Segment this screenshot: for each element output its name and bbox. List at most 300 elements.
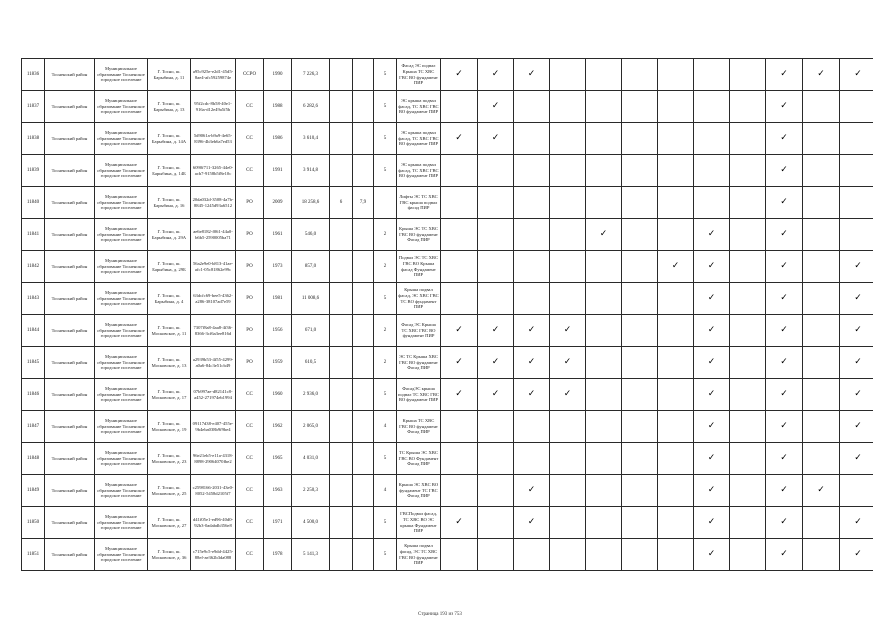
empty-check-cell [803,91,840,123]
empty-check-cell [478,251,514,283]
checkmark-icon: ✓ [766,315,803,347]
district-cell: Тосненский район [45,443,95,475]
floors-cell: 2 [374,315,397,347]
checkmark-icon: ✓ [586,219,622,251]
municipality-cell: Муниципальное образование Тосненское городское поселение [95,379,148,411]
works-list-cell: Крыша ЭС ТС ХВС ГВС ВО фундамент Фасад ПИР [397,219,441,251]
extra-cell [353,475,374,507]
wall-material-cell: СС [236,443,264,475]
guid-cell: 56a2e9e0-b813-41ae-afc1-05c81862e99c [191,251,236,283]
floors-cell: 5 [374,379,397,411]
empty-check-cell [514,443,550,475]
checkmark-icon: ✓ [694,475,730,507]
empty-check-cell [586,443,622,475]
empty-check-cell [550,187,586,219]
checkmark-icon: ✓ [694,443,730,475]
floors-cell: 5 [374,507,397,539]
empty-check-cell [730,155,766,187]
floors-cell: 4 [374,475,397,507]
checkmark-icon: ✓ [441,507,478,539]
empty-check-cell [622,347,658,379]
extra-cell [353,59,374,91]
empty-check-cell [840,91,873,123]
empty-check-cell [803,155,840,187]
address-cell: Г. Тосно, ш. Московское, д. 13 [148,347,191,379]
extra-cell [353,283,374,315]
table-row [22,155,873,187]
empty-check-cell [622,91,658,123]
wall-material-cell: СС [236,411,264,443]
checkmark-icon: ✓ [766,411,803,443]
guid-cell: ae6e8182-f061-44a0-b6b5-2590005ba71 [191,219,236,251]
address-cell: Г. Тосно, ш. Барыбина, д. 14А [148,123,191,155]
row-number: 11841 [22,219,45,251]
area-cell: 11 008,6 [292,283,330,315]
empty-check-cell [622,59,658,91]
empty-check-cell [441,187,478,219]
wall-material-cell: СС [236,91,264,123]
row-number: 11846 [22,379,45,411]
empty-check-cell [658,379,694,411]
area-cell: 4 500,0 [292,507,330,539]
elevators-cell [330,507,353,539]
district-cell: Тосненский район [45,187,95,219]
district-cell: Тосненский район [45,59,95,91]
empty-check-cell [586,475,622,507]
empty-check-cell [622,411,658,443]
municipality-cell: Муниципальное образование Тосненское городское поселение [95,539,148,571]
extra-cell [353,155,374,187]
checkmark-icon: ✓ [840,379,873,411]
floors-cell: 5 [374,123,397,155]
extra-cell [353,347,374,379]
elevators-cell [330,347,353,379]
address-cell: Г. Тосно, ш. Московское, д. 25 [148,475,191,507]
elevators-cell: 6 [330,187,353,219]
year-cell: 1961 [264,219,292,251]
empty-check-cell [550,443,586,475]
empty-check-cell [658,539,694,571]
extra-cell [353,219,374,251]
year-cell: 1978 [264,539,292,571]
empty-check-cell [478,443,514,475]
empty-check-cell [441,91,478,123]
empty-check-cell [694,187,730,219]
district-cell: Тосненский район [45,283,95,315]
address-cell: Г. Тосно, ш. Барыбина, д. 11 [148,59,191,91]
guid-cell: 96e21eb5-e11a-4318-8898-29064070fbe2 [191,443,236,475]
empty-check-cell [803,539,840,571]
empty-check-cell [514,219,550,251]
table-row [22,91,873,123]
empty-check-cell [441,443,478,475]
elevators-cell [330,379,353,411]
district-cell: Тосненский район [45,539,95,571]
address-cell: Г. Тосно, ш. Барыбина, д. 13 [148,91,191,123]
guid-cell: 20da032d-3508-4a7b-8845-1245d93a6512 [191,187,236,219]
row-number: 11848 [22,443,45,475]
wall-material-cell: РО [236,187,264,219]
empty-check-cell [840,123,873,155]
checkmark-icon: ✓ [694,411,730,443]
guid-cell: c715e9c5-e9dd-4425-88ef-ae362b3da088 [191,539,236,571]
works-list-cell: ЭС крыша подвал фасад, ТС ХВС ГВС ВО фундамент ПИР [397,91,441,123]
checkmark-icon: ✓ [766,539,803,571]
checkmark-icon: ✓ [694,539,730,571]
empty-check-cell [586,411,622,443]
page-footer: Страница 193 из 753 [418,612,462,617]
empty-check-cell [730,411,766,443]
checkmark-icon: ✓ [478,315,514,347]
municipality-cell: Муниципальное образование Тосненское городское поселение [95,187,148,219]
checkmark-icon: ✓ [766,219,803,251]
row-number: 11851 [22,539,45,571]
area-cell: 3 610,4 [292,123,330,155]
wall-material-cell: РО [236,283,264,315]
municipality-cell: Муниципальное образование Тосненское городское поселение [95,283,148,315]
guid-cell: a95c925e-e2d1-45d5-8ae4-afc59259874e [191,59,236,91]
checkmark-icon: ✓ [694,283,730,315]
row-number: 11847 [22,411,45,443]
elevators-cell [330,315,353,347]
empty-check-cell [803,283,840,315]
empty-check-cell [803,315,840,347]
empty-check-cell [658,283,694,315]
district-cell: Тосненский район [45,411,95,443]
checkmark-icon: ✓ [766,507,803,539]
guid-cell: 7307f8a8-4aa8-4f36-8366-3cf6a3ee816d [191,315,236,347]
empty-check-cell [803,187,840,219]
checkmark-icon: ✓ [441,315,478,347]
floors-cell: 2 [374,251,397,283]
checkmark-icon: ✓ [840,411,873,443]
checkmark-icon: ✓ [441,123,478,155]
empty-check-cell [478,411,514,443]
table-body [22,59,873,571]
floors-cell: 5 [374,59,397,91]
checkmark-icon: ✓ [840,251,873,283]
row-number: 11843 [22,283,45,315]
checkmark-icon: ✓ [766,283,803,315]
year-cell: 1986 [264,123,292,155]
empty-check-cell [478,219,514,251]
guid-cell: 09117d38-e407-455e-9b4eba038b9f9be4 [191,411,236,443]
area-cell: 7 226,3 [292,59,330,91]
empty-check-cell [658,347,694,379]
floors-cell: 5 [374,155,397,187]
empty-check-cell [586,187,622,219]
checkmark-icon: ✓ [550,379,586,411]
empty-check-cell [658,475,694,507]
empty-check-cell [514,539,550,571]
works-list-cell: Фасад ЭС Крыша ТС ХВС ГВС ВО фундамент ПИР [397,315,441,347]
empty-check-cell [478,475,514,507]
row-number: 11850 [22,507,45,539]
floors-cell: 2 [374,347,397,379]
wall-material-cell: СС [236,539,264,571]
area-cell: 2 250,3 [292,475,330,507]
checkmark-icon: ✓ [766,187,803,219]
municipality-cell: Муниципальное образование Тосненское городское поселение [95,443,148,475]
checkmark-icon: ✓ [694,379,730,411]
extra-cell [353,251,374,283]
empty-check-cell [586,507,622,539]
empty-check-cell [622,283,658,315]
works-list-cell: Фасад ЭС подвал Крыша ТС ХВС ГВС ВО фундамент ПИР [397,59,441,91]
municipality-cell: Муниципальное образование Тосненское городское поселение [95,251,148,283]
empty-check-cell [514,123,550,155]
empty-check-cell [478,539,514,571]
checkmark-icon: ✓ [840,443,873,475]
empty-check-cell [622,251,658,283]
checkmark-icon: ✓ [478,91,514,123]
checkmark-icon: ✓ [766,347,803,379]
wall-material-cell: РО [236,219,264,251]
empty-check-cell [550,283,586,315]
checkmark-icon: ✓ [766,155,803,187]
district-cell: Тосненский район [45,507,95,539]
empty-check-cell [441,283,478,315]
extra-cell [353,123,374,155]
empty-check-cell [586,91,622,123]
address-cell: Г. Тосно, ш. Московское, д. 36 [148,539,191,571]
table-row [22,411,873,443]
empty-check-cell [658,315,694,347]
address-cell: Г. Тосно, ш. Московское, д. 23 [148,443,191,475]
checkmark-icon: ✓ [840,347,873,379]
extra-cell [353,539,374,571]
checkmark-icon: ✓ [514,59,550,91]
row-number: 11844 [22,315,45,347]
checkmark-icon: ✓ [766,91,803,123]
empty-check-cell [803,347,840,379]
checkmark-icon: ✓ [514,347,550,379]
extra-cell: 7,9 [353,187,374,219]
empty-check-cell [441,475,478,507]
extra-cell [353,443,374,475]
works-list-cell: Подвал ЭС ТС ХВС ГВС ВО Крыша фасад Фундамент ПИР [397,251,441,283]
empty-check-cell [840,475,873,507]
empty-check-cell [622,539,658,571]
checkmark-icon: ✓ [694,251,730,283]
address-cell: Г. Тосно, ш. Барыбина, д. 29А [148,219,191,251]
empty-check-cell [658,443,694,475]
year-cell: 1988 [264,91,292,123]
checkmark-icon: ✓ [514,475,550,507]
checkmark-icon: ✓ [803,475,840,507]
area-cell: 546,0 [292,219,330,251]
row-number: 11837 [22,91,45,123]
empty-check-cell [840,155,873,187]
empty-check-cell [514,91,550,123]
row-number: 11839 [22,155,45,187]
guid-cell: a2939b53-4f55-4299-a0a6-84c3e51cb49 [191,347,236,379]
empty-check-cell [803,443,840,475]
empty-check-cell [441,219,478,251]
checkmark-icon: ✓ [766,443,803,475]
district-cell: Тосненский район [45,251,95,283]
area-cell: 2 065,0 [292,411,330,443]
empty-check-cell [550,539,586,571]
empty-check-cell [730,91,766,123]
checkmark-icon: ✓ [550,315,586,347]
empty-check-cell [622,507,658,539]
guid-cell: c2598166-2031-43e0-8052-5458d2105f7 [191,475,236,507]
empty-check-cell [514,251,550,283]
area-cell: 3 914,8 [292,155,330,187]
checkmark-icon: ✓ [478,347,514,379]
address-cell: Г. Тосно, ш. Барыбина, д. 14Б [148,155,191,187]
empty-check-cell [803,123,840,155]
empty-check-cell [622,315,658,347]
empty-check-cell [550,219,586,251]
empty-check-cell [658,507,694,539]
district-cell: Тосненский район [45,123,95,155]
empty-check-cell [840,187,873,219]
extra-cell [353,379,374,411]
empty-check-cell [658,411,694,443]
municipality-cell: Муниципальное образование Тосненское городское поселение [95,507,148,539]
elevators-cell [330,283,353,315]
row-number: 11842 [22,251,45,283]
empty-check-cell [586,347,622,379]
municipality-cell: Муниципальное образование Тосненское городское поселение [95,59,148,91]
municipality-cell: Муниципальное образование Тосненское городское поселение [95,91,148,123]
checkmark-icon: ✓ [694,219,730,251]
guid-cell: d41f05e1-ed96-40d0-92b3-0adabdb356e8 [191,507,236,539]
table-row [22,475,873,507]
wall-material-cell: СС [236,379,264,411]
checkmark-icon: ✓ [840,539,873,571]
empty-check-cell [622,219,658,251]
empty-check-cell [441,539,478,571]
empty-check-cell [478,187,514,219]
empty-check-cell [730,539,766,571]
empty-check-cell [840,219,873,251]
empty-check-cell [694,59,730,91]
guid-cell: 6090f711-3265-44e0-acb7-9158b5f8e10c [191,155,236,187]
empty-check-cell [550,123,586,155]
elevators-cell [330,91,353,123]
guid-cell: 95f2cdc-8b58-40e1-916a-d12e49a5f5b [191,91,236,123]
extra-cell [353,91,374,123]
checkmark-icon: ✓ [766,123,803,155]
wall-material-cell: РО [236,251,264,283]
year-cell: 1965 [264,443,292,475]
empty-check-cell [622,187,658,219]
municipality-cell: Муниципальное образование Тосненское городское поселение [95,475,148,507]
checkmark-icon: ✓ [766,251,803,283]
district-cell: Тосненский район [45,475,95,507]
checkmark-icon: ✓ [441,59,478,91]
wall-material-cell: СС [236,507,264,539]
municipality-cell: Муниципальное образование Тосненское городское поселение [95,411,148,443]
empty-check-cell [441,411,478,443]
table-row [22,507,873,539]
address-cell: Г. Тосно, ш. Московское, д. 11 [148,315,191,347]
elevators-cell [330,475,353,507]
empty-check-cell [694,155,730,187]
table-row [22,251,873,283]
empty-check-cell [550,251,586,283]
works-list-cell: ЭС ТС Крыша ХВС ГВС ВО фундамент Фасад ПИР [397,347,441,379]
empty-check-cell [730,251,766,283]
empty-check-cell [586,283,622,315]
empty-check-cell [622,443,658,475]
floors-cell: 5 [374,539,397,571]
checkmark-icon: ✓ [840,59,873,91]
municipality-cell: Муниципальное образование Тосненское городское поселение [95,123,148,155]
empty-check-cell [658,219,694,251]
floors-cell: 4 [374,411,397,443]
area-cell: 857,0 [292,251,330,283]
works-list-cell: Крыша ТС ХВС ГВС ВО фундамент Фасад ПИР [397,411,441,443]
table-row [22,283,873,315]
checkmark-icon: ✓ [514,315,550,347]
municipality-cell: Муниципальное образование Тосненское городское поселение [95,315,148,347]
year-cell: 1973 [264,251,292,283]
empty-check-cell [730,315,766,347]
empty-check-cell [622,475,658,507]
checkmark-icon: ✓ [766,379,803,411]
year-cell: 2009 [264,187,292,219]
works-list-cell: ГВСПодвал фасад, ТС ХВС ВО ЭС крыша Фундамент ПИР [397,507,441,539]
extra-cell [353,507,374,539]
table-row [22,379,873,411]
empty-check-cell [730,379,766,411]
works-list-cell: ФасадЭС крыша подвал ТС ХВС ГВС ВО фундамент ПИР [397,379,441,411]
area-cell: 5 141,3 [292,539,330,571]
municipality-cell: Муниципальное образование Тосненское городское поселение [95,219,148,251]
checkmark-icon: ✓ [478,123,514,155]
year-cell: 1971 [264,507,292,539]
table-row [22,315,873,347]
table-row [22,443,873,475]
floors-cell: 2 [374,219,397,251]
wall-material-cell: СС [236,475,264,507]
empty-check-cell [694,123,730,155]
empty-check-cell [730,283,766,315]
checkmark-icon: ✓ [803,59,840,91]
district-cell: Тосненский район [45,155,95,187]
empty-check-cell [441,155,478,187]
row-number: 11836 [22,59,45,91]
empty-check-cell [658,187,694,219]
checkmark-icon: ✓ [766,475,803,507]
empty-check-cell [550,59,586,91]
checkmark-icon: ✓ [478,379,514,411]
works-list-cell: ЭС крыша подвал фасад, ТС ХВС ГВС ВО фундамент ПИР [397,123,441,155]
empty-check-cell [586,123,622,155]
guid-cell: 5d9061a-b9a9-4e65-8396-4b3eb6a7ed53 [191,123,236,155]
elevators-cell [330,123,353,155]
checkmark-icon: ✓ [478,59,514,91]
empty-check-cell [730,347,766,379]
elevators-cell [330,155,353,187]
empty-check-cell [622,123,658,155]
area-cell: 2 936,0 [292,379,330,411]
address-cell: Г. Тосно, ш. Московское, д. 27 [148,507,191,539]
empty-check-cell [550,91,586,123]
checkmark-icon: ✓ [441,379,478,411]
row-number: 11838 [22,123,45,155]
empty-check-cell [622,155,658,187]
address-cell: Г. Тосно, ш. Барыбина, д. 4 [148,283,191,315]
empty-check-cell [803,411,840,443]
table-row [22,539,873,571]
wall-material-cell: РО [236,347,264,379]
empty-check-cell [514,155,550,187]
